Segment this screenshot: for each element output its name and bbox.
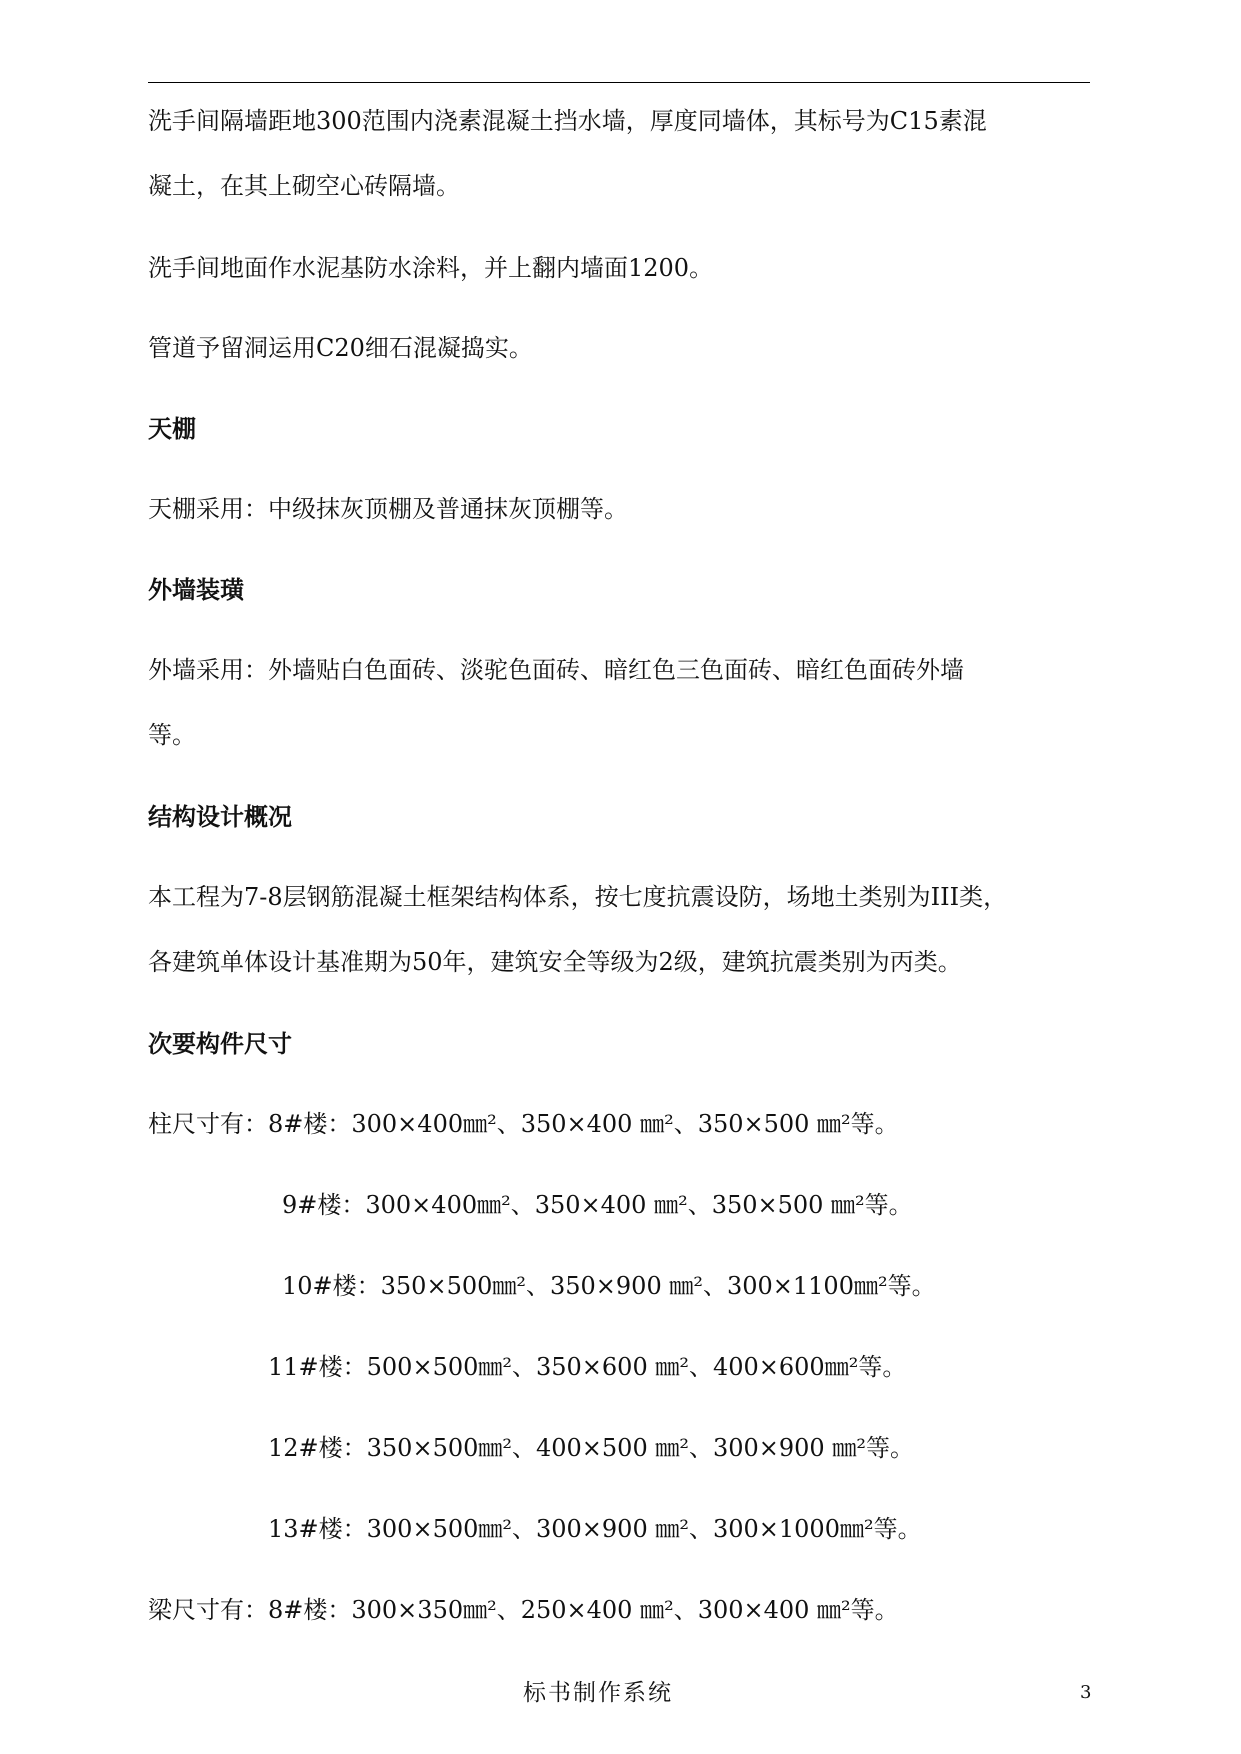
paragraph: 天棚采用：中级抹灰顶棚及普通抹灰顶棚等。 — [148, 495, 628, 523]
column-size-line: 12#楼：350×500㎜²、400×500 ㎜²、300×900 ㎜²等。 — [268, 1434, 914, 1462]
column-size-line: 10#楼：350×500㎜²、350×900 ㎜²、300×1100㎜²等。 — [282, 1272, 936, 1300]
column-size-line: 柱尺寸有：8#楼：300×400㎜²、350×400 ㎜²、350×500 ㎜²等。 — [148, 1110, 899, 1138]
section-heading-members: 次要构件尺寸 — [148, 1030, 292, 1058]
paragraph-line: 洗手间隔墙距地300范围内浇素混凝土挡水墙，厚度同墙体，其标号为C15素混 — [148, 107, 987, 135]
beam-size-line: 梁尺寸有：8#楼：300×350㎜²、250×400 ㎜²、300×400 ㎜²等。 — [148, 1596, 899, 1624]
paragraph-line: 外墙采用：外墙贴白色面砖、淡驼色面砖、暗红色三色面砖、暗红色面砖外墙 — [148, 656, 964, 684]
header-rule — [148, 82, 1090, 83]
paragraph: 洗手间地面作水泥基防水涂料，并上翻内墙面1200。 — [148, 254, 714, 282]
section-heading-structure: 结构设计概况 — [148, 803, 292, 831]
paragraph-line: 本工程为7-8层钢筋混凝土框架结构体系，按七度抗震设防，场地土类别为III类， — [148, 883, 1008, 911]
section-heading-exterior: 外墙装璜 — [148, 576, 244, 604]
paragraph: 管道予留洞运用C20细石混凝捣实。 — [148, 334, 533, 362]
page-number: 3 — [1080, 1682, 1092, 1703]
section-heading-ceiling: 天棚 — [148, 415, 196, 443]
column-size-line: 11#楼：500×500㎜²、350×600 ㎜²、400×600㎜²等。 — [268, 1353, 907, 1381]
column-size-line: 9#楼：300×400㎜²、350×400 ㎜²、350×500 ㎜²等。 — [282, 1191, 913, 1219]
paragraph-line: 各建筑单体设计基准期为50年，建筑安全等级为2级，建筑抗震类别为丙类。 — [148, 948, 962, 976]
paragraph-line: 等。 — [148, 721, 196, 749]
paragraph-line: 凝土，在其上砌空心砖隔墙。 — [148, 172, 460, 200]
column-size-line: 13#楼：300×500㎜²、300×900 ㎜²、300×1000㎜²等。 — [268, 1515, 922, 1543]
footer-title: 标书制作系统 — [523, 1680, 673, 1706]
